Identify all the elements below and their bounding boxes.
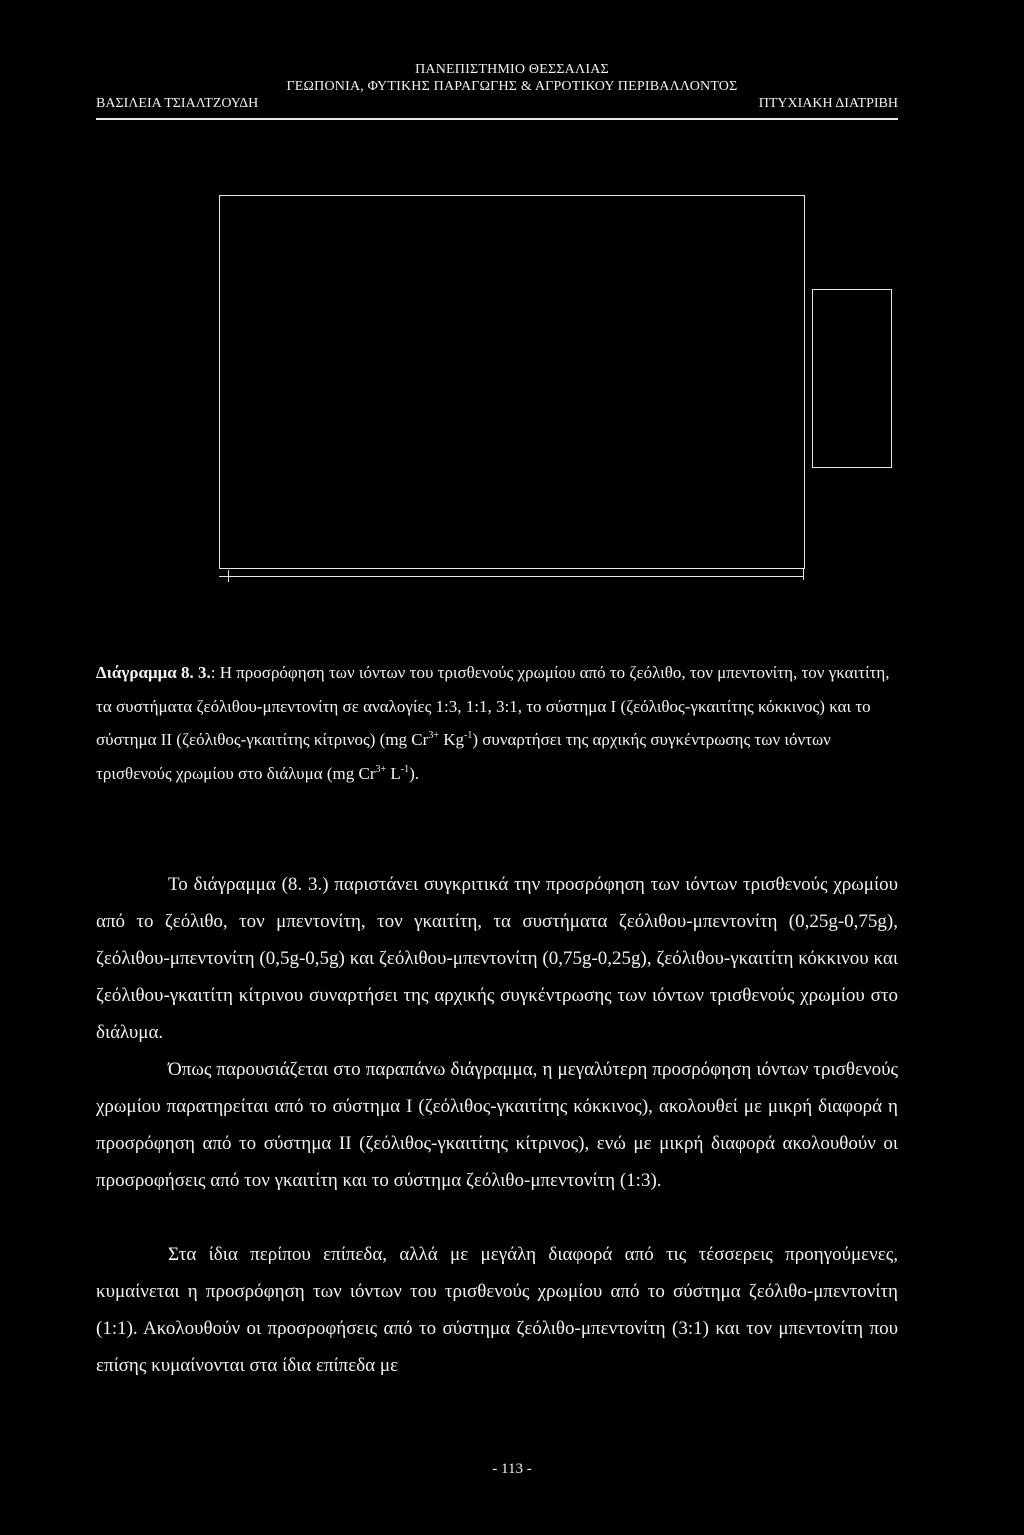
caption-superscript: -1: [463, 730, 473, 741]
caption-text: L: [386, 763, 401, 783]
caption-label: Διάγραμμα 8. 3.: [96, 663, 211, 682]
chart-x-axis-tick: [228, 570, 229, 582]
header-university: ΠΑΝΕΠΙΣΤΗΜΙΟ ΘΕΣΣΑΛΙΑΣ: [415, 62, 609, 77]
body-paragraph: Στα ίδια περίπου επίπεδα, αλλά με μεγάλη διαφορά από τις τέσσερεις προηγούμενες, κυμαίνεται η προσρόφηση των ιόντων του τρισθενούς χρωμίου από το σύστημα ζεόλιθο-μπεντονίτη (1:1). Ακολουθούν οι προσροφήσεις από το σύστημα ζεόλιθο-μπεντονίτη (3:1) και τον μπεντονίτη που επίσης κυμαίνονται στα ίδια επίπεδα με: [96, 1244, 898, 1376]
caption-superscript: 3+: [428, 730, 439, 741]
header-author: ΒΑΣΙΛΕΙΑ ΤΣΙΑΛΤΖΟΥΔΗ: [96, 96, 259, 111]
chart-legend-box: [812, 289, 892, 468]
chart-x-axis-tick: [803, 568, 804, 580]
chart-x-axis-line: [219, 576, 804, 577]
caption-text: ) συναρτήσει της αρχικής συγκέντρωσης των ιόντων τρισθενούς χρωμίου στο διάλυμα (mg Cr: [96, 730, 831, 783]
body-paragraph: Το διάγραμμα (8. 3.) παριστάνει συγκριτικά την προσρόφηση των ιόντων τρισθενούς χρωμίου από το ζεόλιθο, τον μπεντονίτη, τον γκαιτίτη, τα συστήματα ζεόλιθου-μπεντονίτη (0,25g-0,75g), ζεόλιθου-μπεντονίτη (0,5g-0,5g) και ζεόλιθου-μπεντονίτη (0,75g-0,25g), ζεόλιθου-γκαιτίτη κόκκινου και ζεόλιθου-γκαιτίτη κίτρινου συναρτήσει της αρχικής συγκέντρωσης των ιόντων τρισθενούς χρωμίου στο διάλυμα.: [96, 874, 898, 1043]
page-number: - 113 -: [492, 1461, 532, 1477]
caption-superscript: 3+: [375, 763, 387, 775]
header-rule: [96, 118, 898, 120]
figure-caption: [96, 656, 901, 790]
caption-text: ).: [409, 763, 420, 783]
header-department: ΓΕΩΠΟΝΙΑ, ΦΥΤΙΚΗΣ ΠΑΡΑΓΩΓΗΣ & ΑΓΡΟΤΙΚΟΥ ΠΕΡΙΒΑΛΛΟΝΤΟΣ: [286, 79, 738, 94]
caption-text: : Η προσρόφηση των ιόντων του τρισθενούς χρωμίου από το ζεόλιθο, τον μπεντονίτη, τον γκαιτίτη, τα συστήματα ζεόλιθου-μπεντονίτη σε αναλογίες 1:3, 1:1, 3:1, το σύστημα Ι (ζεόλιθος-γκαιτίτης κόκκινος) και το σύστημα ΙΙ (ζεόλιθος-γκαιτίτης κίτρινος) (mg Cr: [96, 663, 890, 749]
caption-superscript: -1: [400, 763, 410, 775]
body-paragraph: Όπως παρουσιάζεται στο παραπάνω διάγραμμα, η μεγαλύτερη προσρόφηση ιόντων τρισθενούς χρωμίου παρατηρείται από το σύστημα Ι (ζεόλιθος-γκαιτίτης κόκκινος), ακολουθεί με μικρή διαφορά η προσρόφηση από το σύστημα ΙΙ (ζεόλιθος-γκαιτίτης κίτρινος), ενώ με μικρή διαφορά ακολουθούν οι προσροφήσεις από τον γκαιτίτη και το σύστημα ζεόλιθο-μπεντονίτη (1:3).: [96, 1059, 898, 1191]
caption-text: Kg: [438, 730, 464, 749]
header-doc-type: ΠΤΥΧΙΑΚΗ ΔΙΑΤΡΙΒΗ: [758, 96, 898, 111]
chart-plot-frame: [219, 195, 805, 569]
